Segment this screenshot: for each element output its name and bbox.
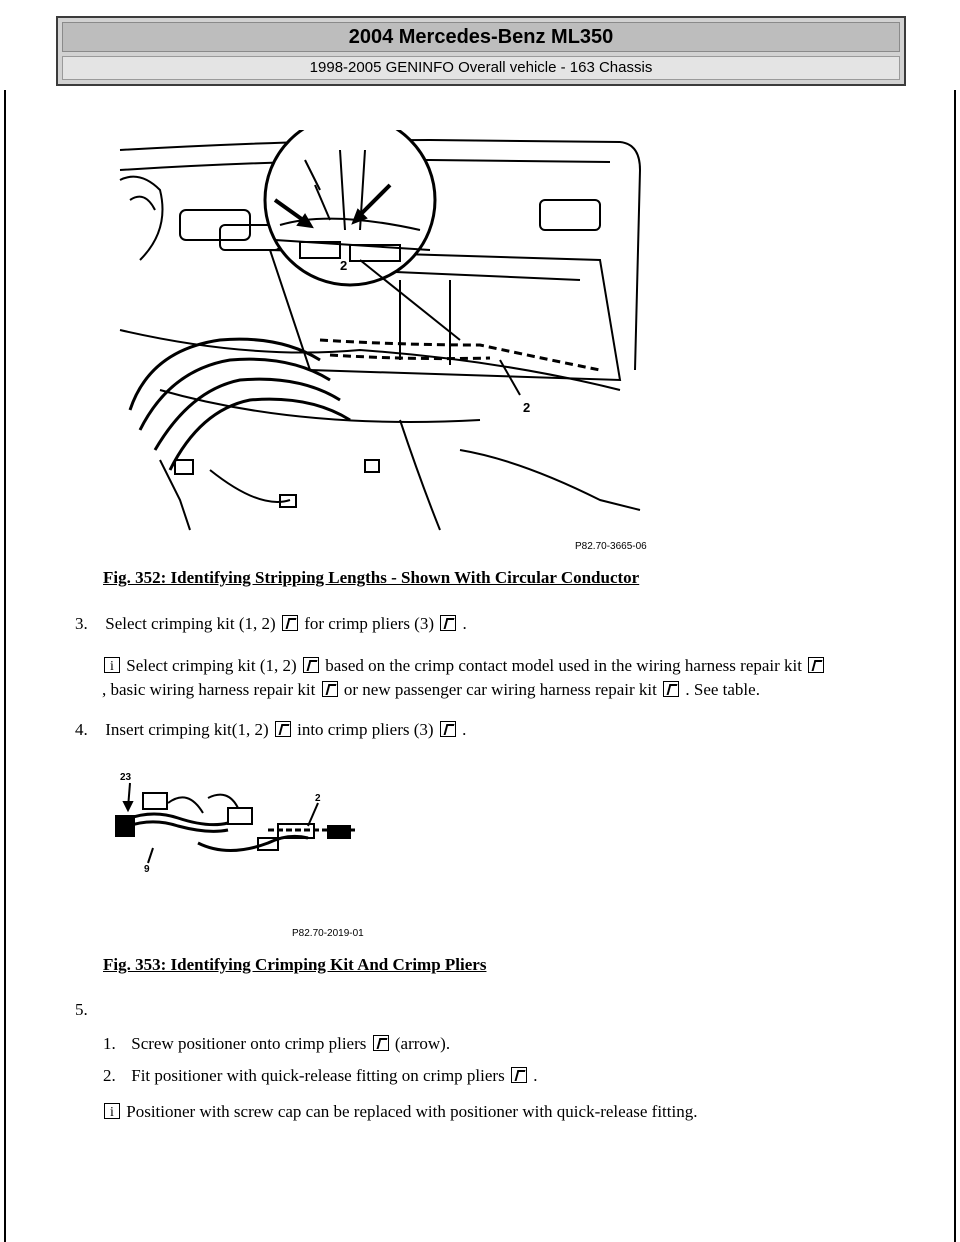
figure-353-caption[interactable]: Fig. 353: Identifying Crimping Kit And Crimp Pliers: [103, 955, 487, 974]
header-subtitle: 1998-2005 GENINFO Overall vehicle - 163 Chassis: [62, 56, 900, 80]
note-1-line1-a: Select crimping kit (1, 2): [126, 656, 297, 675]
page-header: [56, 16, 906, 86]
tool-icon[interactable]: [808, 657, 824, 673]
step-3-number: 3.: [75, 614, 88, 633]
left-margin-rule: [4, 90, 6, 1242]
tool-icon[interactable]: [303, 657, 319, 673]
figure-353-label-9: 9: [144, 864, 150, 875]
note-1-line2-b: or new passenger car wiring harness repair kit: [343, 680, 657, 699]
right-margin-rule: [954, 90, 956, 1242]
note-2-text: Positioner with screw cap can be replaced with positioner with quick-release fitting.: [126, 1102, 698, 1121]
figure-352-label-bottom: 2: [523, 400, 531, 415]
figure-352-label-top: 2: [340, 258, 348, 273]
figure-353-illustration: [108, 768, 368, 878]
step-4-text-b: into crimp pliers (3): [297, 720, 434, 739]
step-3-text-c: .: [462, 614, 467, 633]
step-3-text-a: Select crimping kit (1, 2): [105, 614, 276, 633]
step-3: [75, 614, 467, 634]
step-4: [75, 720, 466, 740]
substep-2-number: 2.: [103, 1066, 116, 1085]
info-icon: [104, 657, 120, 673]
step-5: [75, 1000, 101, 1020]
tool-icon[interactable]: [275, 721, 291, 737]
figure-353-label-2: 2: [315, 793, 321, 804]
figure-352-caption[interactable]: Fig. 352: Identifying Stripping Lengths - Shown With Circular Conductor: [103, 568, 640, 587]
tool-icon[interactable]: [373, 1035, 389, 1051]
step-5-substep-1: [103, 1034, 450, 1054]
substep-1-text-b: (arrow).: [394, 1034, 451, 1053]
tool-icon[interactable]: [282, 615, 298, 631]
note-1-line2-c: . See table.: [685, 680, 760, 699]
note-crimping-kit: [102, 654, 902, 702]
step-4-text-a: Insert crimping kit(1, 2): [105, 720, 269, 739]
substep-1-text-a: Screw positioner onto crimp pliers: [131, 1034, 367, 1053]
step-4-number: 4.: [75, 720, 88, 739]
step-4-text-c: .: [462, 720, 467, 739]
figure-352-illustration: [100, 130, 645, 550]
tool-icon[interactable]: [322, 681, 338, 697]
figure-353-code: P82.70-2019-01: [292, 928, 364, 939]
note-1-line2-a: , basic wiring harness repair kit: [102, 680, 316, 699]
tool-icon[interactable]: [663, 681, 679, 697]
figure-353-label-23: 23: [120, 772, 132, 783]
header-title: 2004 Mercedes-Benz ML350: [62, 22, 900, 52]
step-5-number: 5.: [75, 1000, 88, 1019]
tool-icon[interactable]: [440, 615, 456, 631]
tool-icon[interactable]: [440, 721, 456, 737]
substep-1-number: 1.: [103, 1034, 116, 1053]
step-3-text-b: for crimp pliers (3): [304, 614, 435, 633]
dashboard-wiring-drawing: [100, 130, 645, 550]
tool-icon[interactable]: [511, 1067, 527, 1083]
crimping-kit-drawing: [108, 768, 368, 878]
note-positioner: [102, 1100, 697, 1124]
note-1-line1-b: based on the crimp contact model used in the wiring harness repair kit: [325, 656, 802, 675]
figure-352-code: P82.70-3665-06: [575, 541, 647, 552]
step-5-substep-2: [103, 1066, 537, 1086]
substep-2-text-b: .: [533, 1066, 538, 1085]
substep-2-text-a: Fit positioner with quick-release fitting on crimp pliers: [131, 1066, 505, 1085]
info-icon: [104, 1103, 120, 1119]
